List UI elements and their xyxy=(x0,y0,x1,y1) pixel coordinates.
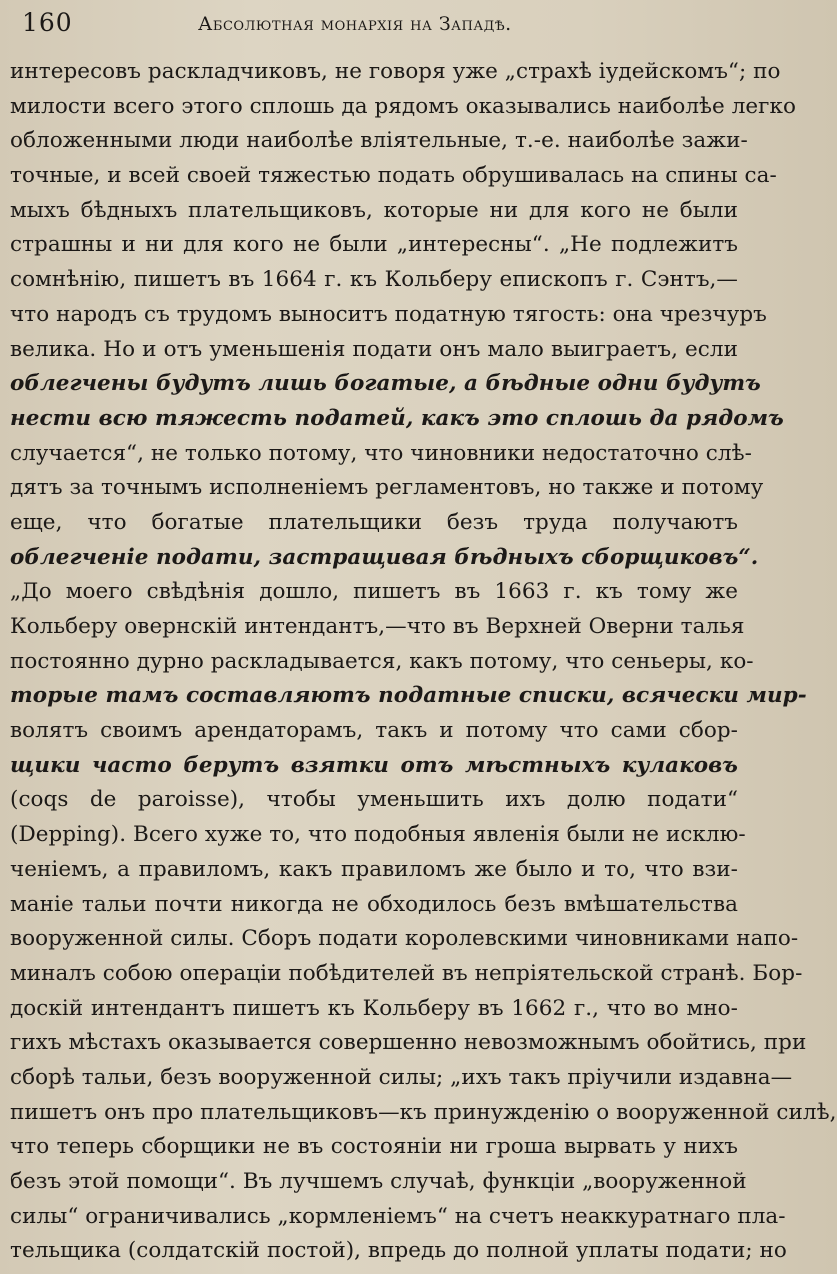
text-line: вооруженной силы. Сборъ подати королевскими чиновниками напо- xyxy=(10,926,799,952)
text-line-emphasis: щики часто берутъ взятки отъ мѣстныхъ кулаковъ xyxy=(10,752,738,778)
text-line: гихъ мѣстахъ оказывается совершенно невозможнымъ обойтись, при xyxy=(10,1030,807,1056)
text-line: Кольберу овернскій интендантъ,—что въ Верхней Оверни талья xyxy=(10,614,745,639)
text-line: страшны и ни для кого не были „интересны“. „Не подлежитъ xyxy=(10,232,738,258)
page-number: 160 xyxy=(22,8,73,37)
running-head: Абсолютная монархія на Западѣ. xyxy=(198,13,512,35)
body-text xyxy=(10,55,837,1269)
text-line: случается“, не только потому, что чиновники недостаточно слѣ- xyxy=(10,440,752,466)
text-line: „До моего свѣдѣнія дошло, пишетъ въ 1663 г. къ тому же xyxy=(10,579,738,605)
text-line: (coqs de paroisse), чтобы уменьшить ихъ долю подати“ xyxy=(10,787,738,813)
text-line: силы“ ограничивались „кормленіемъ“ на счетъ неаккуратнаго пла- xyxy=(10,1203,786,1229)
text-line: постоянно дурно раскладывается, какъ потому, что сеньеры, ко- xyxy=(10,648,754,674)
text-line: (Depping). Всего хуже то, что подобныя явленія были не исклю- xyxy=(10,822,746,848)
text-line: точные, и всей своей тяжестью подать обрушивалась на спины са- xyxy=(10,163,777,189)
text-line: интересовъ раскладчиковъ, не говоря уже „страхѣ іудейскомъ“; по xyxy=(10,59,781,84)
text-line-emphasis: облегченіе подати, застращивая бѣдныхъ сборщиковъ“. xyxy=(10,544,759,570)
text-line: сборѣ тальи, безъ вооруженной силы; „ихъ такъ пріучили издавна— xyxy=(10,1064,793,1090)
text-line: волятъ своимъ арендаторамъ, такъ и потому что сами сбор- xyxy=(10,718,738,744)
text-line: еще, что богатые плательщики безъ труда получаютъ xyxy=(10,509,738,535)
text-line-emphasis: нести всю тяжесть податей, какъ это сплошь да рядомъ xyxy=(10,405,784,431)
text-line: доскій интендантъ пишетъ къ Кольберу въ 1662 г., что во мно- xyxy=(10,995,738,1021)
text-line: велика. Но и отъ уменьшенія подати онъ мало выиграетъ, если xyxy=(10,336,738,362)
text-line: что теперь сборщики не въ состояніи ни гроша вырвать у нихъ xyxy=(10,1134,738,1160)
text-line: маніе тальи почти никогда не обходилось безъ вмѣшательства xyxy=(10,891,738,917)
text-line: сомнѣнію, пишетъ въ 1664 г. къ Кольберу епископъ г. Сэнтъ,— xyxy=(10,267,738,293)
text-line-emphasis: торые тамъ составляютъ податные списки, всячески мир- xyxy=(10,683,807,709)
page-header xyxy=(22,8,722,42)
text-line-emphasis: облегчены будутъ лишь богатые, а бѣдные одни будутъ xyxy=(10,371,761,397)
text-line: мыхъ бѣдныхъ плательщиковъ, которые ни для кого не были xyxy=(10,197,738,223)
text-line: миналъ собою операціи побѣдителей въ непріятельской странѣ. Бор- xyxy=(10,960,803,986)
text-line: безъ этой помощи“. Въ лучшемъ случаѣ, функціи „вооруженной xyxy=(10,1169,747,1194)
text-line: дятъ за точнымъ исполненіемъ регламентовъ, но также и потому xyxy=(10,475,764,501)
text-line: тельщика (солдатскій постой), впредь до полной уплаты подати; но xyxy=(10,1238,787,1264)
text-line: обложенными люди наиболѣе вліятельные, т.-е. наиболѣе зажи- xyxy=(10,128,748,154)
text-line: ченіемъ, а правиломъ, какъ правиломъ же было и то, что взи- xyxy=(10,856,738,882)
text-line: что народъ съ трудомъ выноситъ податную тягость: она чрезчуръ xyxy=(10,301,767,327)
text-line: милости всего этого сплошь да рядомъ оказывались наиболѣе легко xyxy=(10,93,796,119)
text-line: пишетъ онъ про плательщиковъ—къ принужденію о вооруженной силѣ, xyxy=(10,1099,837,1125)
